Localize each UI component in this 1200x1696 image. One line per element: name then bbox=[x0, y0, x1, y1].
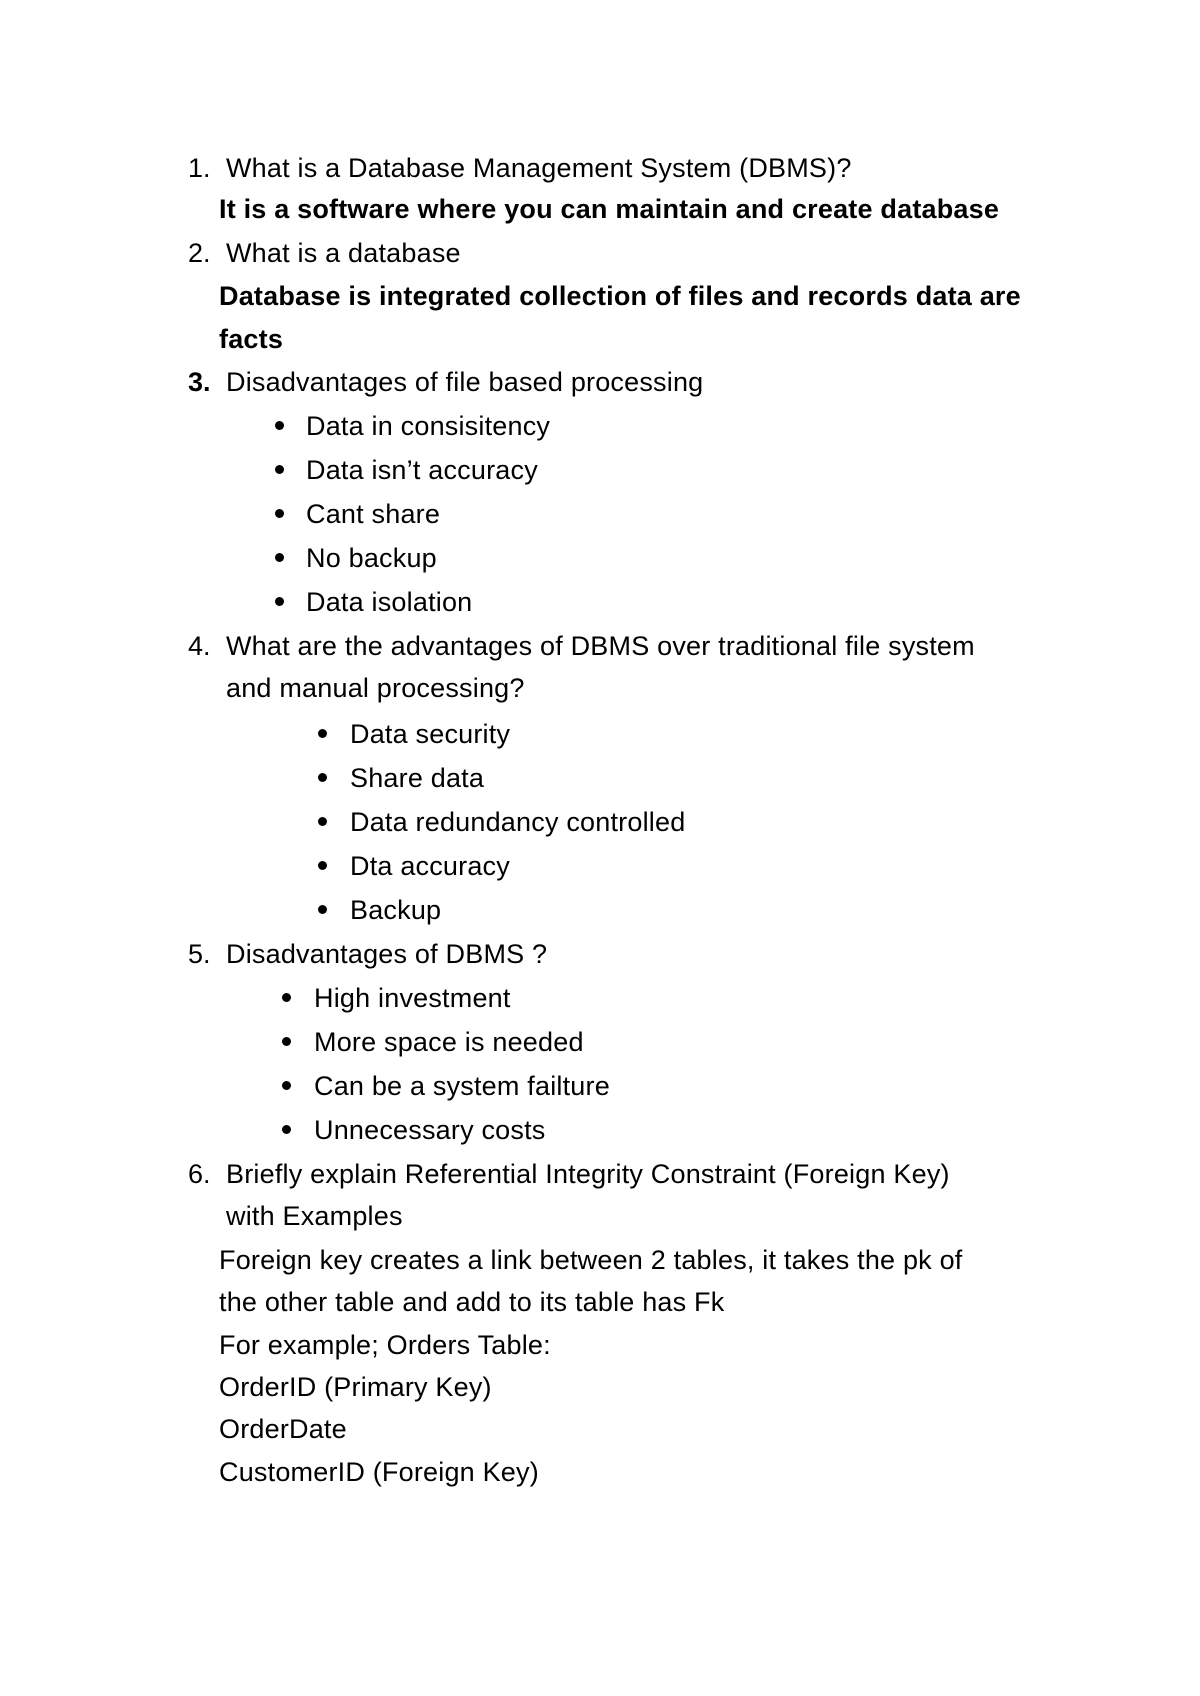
q3-list-item: No backup bbox=[306, 543, 437, 573]
question-4-title-line-1: What are the advantages of DBMS over traditional file system bbox=[226, 631, 975, 661]
bullet-icon bbox=[282, 1037, 291, 1046]
bullet-icon bbox=[318, 729, 327, 738]
bullet-icon bbox=[318, 905, 327, 914]
bullet-icon bbox=[318, 773, 327, 782]
question-5-number: 5. bbox=[188, 939, 211, 969]
question-6-body-line: For example; Orders Table: bbox=[219, 1330, 551, 1360]
question-2-answer-line-1: Database is integrated collection of files and records data are bbox=[219, 281, 1021, 311]
bullet-icon bbox=[318, 817, 327, 826]
q3-list-item: Data isolation bbox=[306, 587, 473, 617]
q4-list-item: Data redundancy controlled bbox=[350, 807, 686, 837]
question-2-answer-line-2: facts bbox=[219, 324, 284, 354]
question-6-title-line-2: with Examples bbox=[226, 1201, 403, 1231]
q3-list-item: Data in consisitency bbox=[306, 411, 551, 441]
question-4-title-line-2: and manual processing? bbox=[226, 673, 525, 703]
q4-list-item: Data security bbox=[350, 719, 511, 749]
question-2-title: What is a database bbox=[226, 238, 461, 268]
question-6-body-line: OrderID (Primary Key) bbox=[219, 1372, 492, 1402]
question-5-title: Disadvantages of DBMS ? bbox=[226, 939, 548, 969]
question-2-number: 2. bbox=[188, 238, 211, 268]
question-4-number: 4. bbox=[188, 631, 211, 661]
question-6-title-line-1: Briefly explain Referential Integrity Constraint (Foreign Key) bbox=[226, 1159, 950, 1189]
bullet-icon bbox=[282, 1125, 291, 1134]
bullet-icon bbox=[318, 861, 327, 870]
bullet-icon bbox=[275, 421, 284, 430]
q4-list-item: Backup bbox=[350, 895, 442, 925]
question-3-title: Disadvantages of file based processing bbox=[226, 367, 704, 397]
q4-list-item: Dta accuracy bbox=[350, 851, 510, 881]
question-6-number: 6. bbox=[188, 1159, 211, 1189]
q5-list-item: More space is needed bbox=[314, 1027, 584, 1057]
question-6-body-line: Foreign key creates a link between 2 tables, it takes the pk of bbox=[219, 1245, 963, 1275]
bullet-icon bbox=[275, 465, 284, 474]
question-6-body-line: OrderDate bbox=[219, 1414, 347, 1444]
q5-list-item: Unnecessary costs bbox=[314, 1115, 546, 1145]
bullet-icon bbox=[282, 1081, 291, 1090]
question-1-answer: It is a software where you can maintain and create database bbox=[219, 194, 1000, 224]
q3-list-item: Cant share bbox=[306, 499, 441, 529]
question-6-body-line: the other table and add to its table has Fk bbox=[219, 1287, 725, 1317]
bullet-icon bbox=[282, 993, 291, 1002]
question-6-body-line: CustomerID (Foreign Key) bbox=[219, 1457, 539, 1487]
bullet-icon bbox=[275, 553, 284, 562]
question-1-number: 1. bbox=[188, 153, 211, 183]
q5-list-item: Can be a system failture bbox=[314, 1071, 610, 1101]
q5-list-item: High investment bbox=[314, 983, 511, 1013]
q4-list-item: Share data bbox=[350, 763, 485, 793]
question-1-title: What is a Database Management System (DBMS)? bbox=[226, 153, 852, 183]
q3-list-item: Data isn’t accuracy bbox=[306, 455, 538, 485]
question-3-number: 3. bbox=[188, 367, 211, 397]
bullet-icon bbox=[275, 597, 284, 606]
bullet-icon bbox=[275, 509, 284, 518]
